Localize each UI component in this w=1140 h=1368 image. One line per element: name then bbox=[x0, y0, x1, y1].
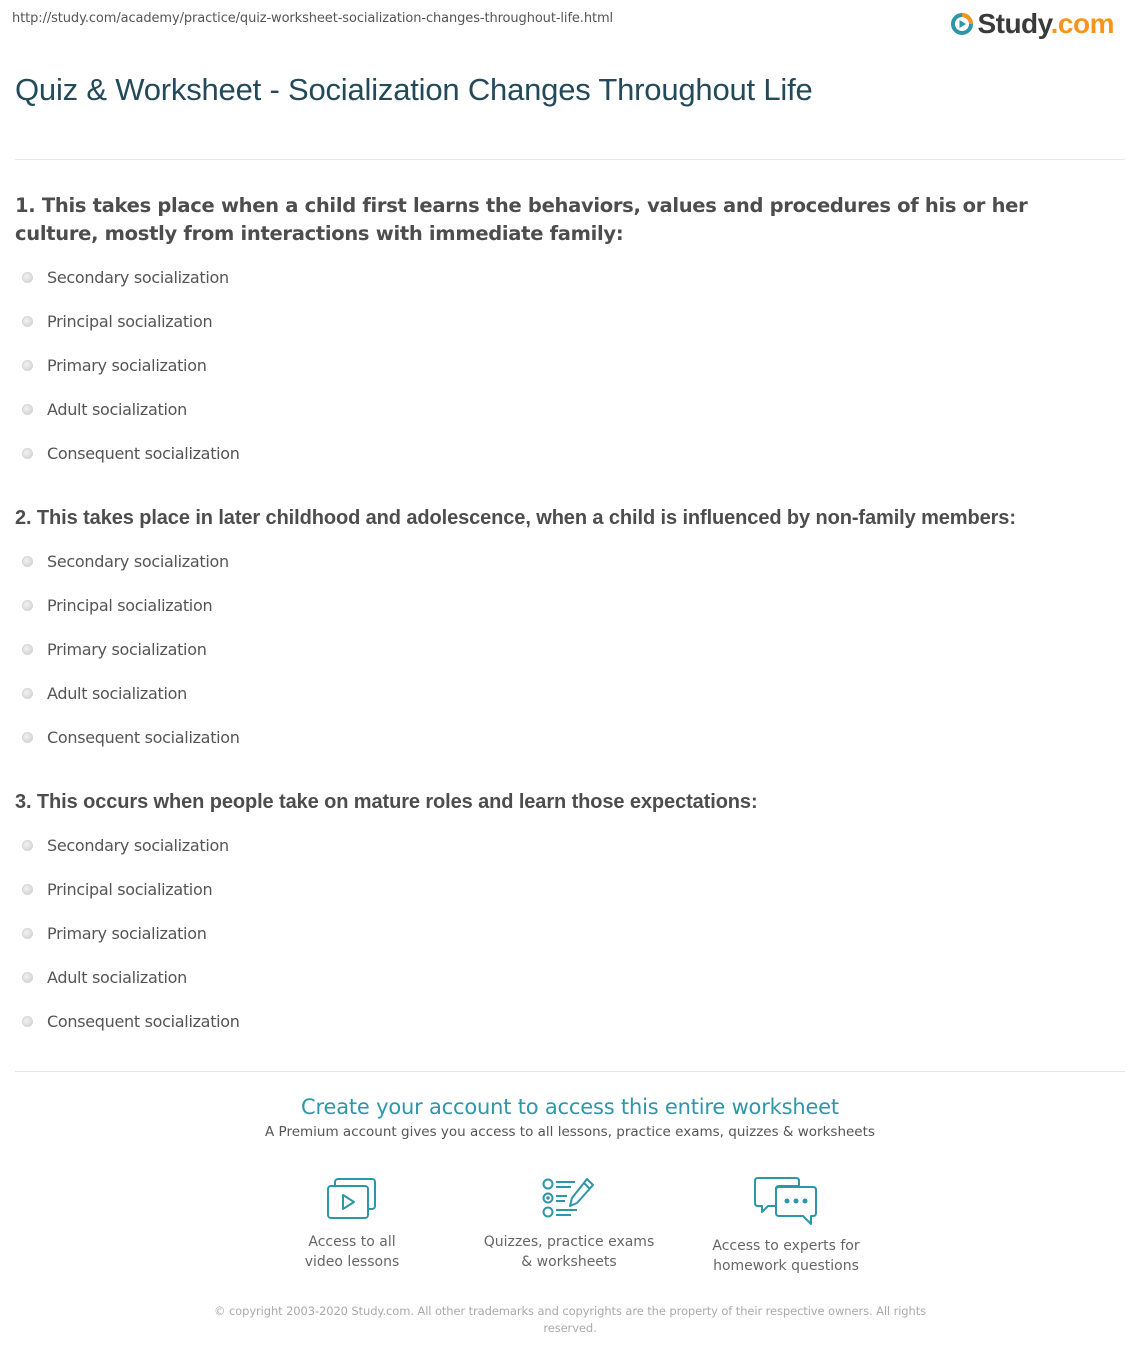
question-3-text: 3. This occurs when people take on mature roles and learn those expectations: bbox=[15, 791, 758, 813]
answer-option[interactable]: Consequent socialization bbox=[22, 431, 240, 475]
answer-option[interactable]: Principal socialization bbox=[22, 583, 240, 627]
play-circle-icon bbox=[950, 12, 974, 36]
section-divider bbox=[15, 1071, 1125, 1072]
answer-option[interactable]: Secondary socialization bbox=[22, 255, 240, 299]
radio-button[interactable] bbox=[22, 928, 33, 939]
question-2-text: 2. This takes place in later childhood and adolescence, when a child is influenced by non-family members: bbox=[15, 507, 1016, 529]
radio-button[interactable] bbox=[22, 404, 33, 415]
answer-option[interactable]: Primary socialization bbox=[22, 911, 240, 955]
answer-option[interactable]: Adult socialization bbox=[22, 671, 240, 715]
answer-option[interactable]: Principal socialization bbox=[22, 299, 240, 343]
question-3-options bbox=[22, 823, 240, 1043]
question-2-options bbox=[22, 539, 240, 759]
chat-bubbles-icon bbox=[754, 1176, 818, 1226]
page-title: Quiz & Worksheet - Socialization Changes Throughout Life bbox=[15, 72, 813, 107]
answer-option[interactable]: Consequent socialization bbox=[22, 999, 240, 1043]
radio-button[interactable] bbox=[22, 272, 33, 283]
feature-label: Access to experts for homework questions bbox=[712, 1238, 860, 1274]
radio-button[interactable] bbox=[22, 884, 33, 895]
answer-option[interactable]: Secondary socialization bbox=[22, 539, 240, 583]
radio-button[interactable] bbox=[22, 600, 33, 611]
answer-option[interactable]: Secondary socialization bbox=[22, 823, 240, 867]
study-logo[interactable] bbox=[950, 8, 1114, 40]
answer-option[interactable]: Primary socialization bbox=[22, 343, 240, 387]
question-1-options bbox=[22, 255, 240, 475]
create-account-link[interactable]: Create your account to access this entire worksheet bbox=[301, 1095, 839, 1119]
copyright-footer: © copyright 2003-2020 Study.com. All other trademarks and copyrights are the property of their respective owners. All rights reserved. bbox=[214, 1304, 926, 1335]
radio-button[interactable] bbox=[22, 1016, 33, 1027]
answer-option[interactable]: Consequent socialization bbox=[22, 715, 240, 759]
title-divider bbox=[15, 159, 1125, 160]
feature-label: Quizzes, practice exams & worksheets bbox=[483, 1234, 655, 1270]
radio-button[interactable] bbox=[22, 644, 33, 655]
answer-option[interactable]: Primary socialization bbox=[22, 627, 240, 671]
feature-quizzes bbox=[469, 1176, 669, 1272]
radio-button[interactable] bbox=[22, 840, 33, 851]
brand-name: Study.com bbox=[977, 8, 1114, 39]
quiz-checklist-icon bbox=[541, 1176, 597, 1222]
video-lessons-icon bbox=[325, 1176, 379, 1222]
radio-button[interactable] bbox=[22, 972, 33, 983]
page-url: http://study.com/academy/practice/quiz-worksheet-socialization-changes-throughout-life.html bbox=[12, 11, 614, 26]
answer-option[interactable]: Principal socialization bbox=[22, 867, 240, 911]
feature-experts bbox=[686, 1176, 886, 1276]
radio-button[interactable] bbox=[22, 316, 33, 327]
answer-option[interactable]: Adult socialization bbox=[22, 387, 240, 431]
radio-button[interactable] bbox=[22, 556, 33, 567]
radio-button[interactable] bbox=[22, 732, 33, 743]
feature-video-lessons bbox=[252, 1176, 452, 1272]
feature-label: Access to all video lessons bbox=[304, 1234, 400, 1270]
premium-description: A Premium account gives you access to all lessons, practice exams, quizzes & worksheets bbox=[265, 1124, 875, 1140]
radio-button[interactable] bbox=[22, 688, 33, 699]
question-1-text: 1. This takes place when a child first learns the behaviors, values and procedures of his or her culture, mostly from interactions with immediate family: bbox=[15, 194, 1028, 245]
answer-option[interactable]: Adult socialization bbox=[22, 955, 240, 999]
radio-button[interactable] bbox=[22, 360, 33, 371]
radio-button[interactable] bbox=[22, 448, 33, 459]
